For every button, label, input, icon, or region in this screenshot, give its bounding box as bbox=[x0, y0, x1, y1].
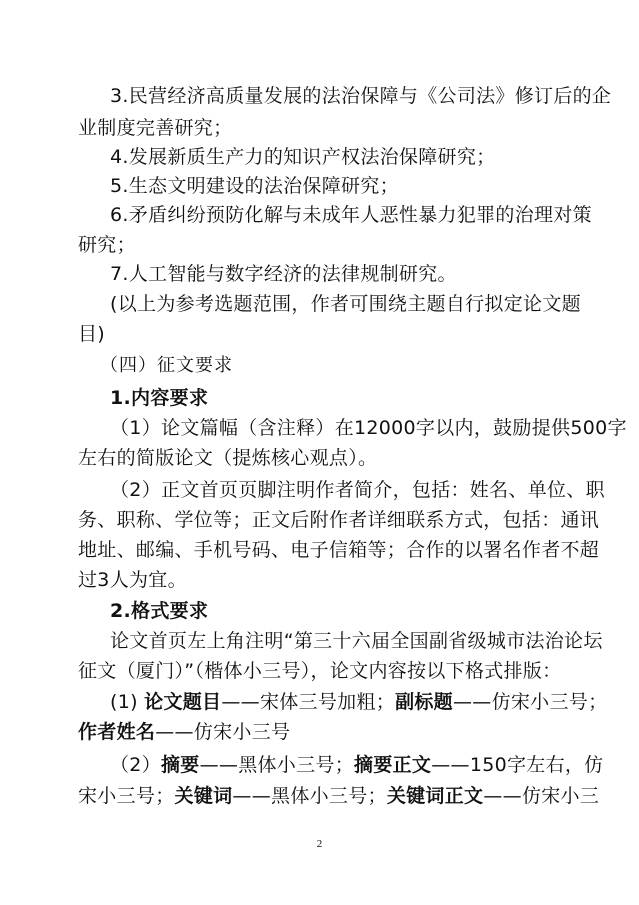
format-desc-subtitle: ——仿宋小三号； bbox=[452, 691, 608, 713]
content-req-1-line-2: 左右的简版论文（提炼核心观点）。 bbox=[78, 447, 378, 469]
format-term-keywords: 关键词 bbox=[174, 785, 233, 807]
format-item-1-number: (1) bbox=[110, 691, 145, 713]
content-req-2-line-1: （2）正文首页页脚注明作者简介，包括：姓名、单位、职 bbox=[110, 479, 605, 501]
format-desc-paper-title: ——宋体三号加粗； bbox=[221, 691, 396, 713]
content-req-2-line-2: 务、职称、学位等；正文后附作者详细联系方式，包括：通讯 bbox=[78, 509, 600, 531]
subheading-format-requirements: 2.格式要求 bbox=[110, 600, 209, 622]
format-desc-abstract-body: ——150字左右，仿 bbox=[431, 754, 604, 776]
content-req-1-line-1: （1）论文篇幅（含注释）在12000字以内，鼓励提供500字 bbox=[110, 417, 627, 439]
format-desc-keywords-body: ——仿宋小三 bbox=[483, 785, 600, 807]
format-intro-line-2: 征文（厦门）”（楷体小三号），论文内容按以下格式排版： bbox=[78, 660, 562, 682]
format-item-2-number: （2） bbox=[110, 754, 161, 776]
content-req-2-line-4: 过3人为宜。 bbox=[78, 569, 187, 591]
topic-item-3-line-2: 业制度完善研究； bbox=[78, 117, 233, 139]
page-number: 2 bbox=[316, 838, 323, 850]
format-desc-keywords: ——黑体小三号； bbox=[232, 785, 387, 807]
topic-item-6-line-1: 6.矛盾纠纷预防化解与未成年人恶性暴力犯罪的治理对策 bbox=[110, 204, 592, 226]
format-term-subtitle: 副标题 bbox=[395, 691, 453, 713]
format-item-2-line-2 bbox=[78, 780, 600, 812]
format-intro-line-1: 论文首页左上角注明“第三十六届全国副省级城市法治论坛 bbox=[110, 630, 603, 652]
topic-item-6-line-2: 研究； bbox=[78, 234, 136, 256]
topic-note-line-1: (以上为参考选题范围，作者可围绕主题自行拟定论文题 bbox=[110, 293, 581, 315]
format-desc-author-name: ——仿宋小三号 bbox=[155, 721, 291, 743]
format-desc-abstract: ——黑体小三号； bbox=[199, 754, 355, 776]
format-term-keywords-body: 关键词正文 bbox=[386, 785, 484, 807]
format-item-2-line-1 bbox=[110, 749, 604, 781]
topic-note-line-2: 目) bbox=[78, 323, 106, 345]
topic-item-5: 5.生态文明建设的法治保障研究； bbox=[110, 175, 399, 197]
content-req-2-line-3: 地址、邮编、手机号码、电子信箱等；合作的以署名作者不超 bbox=[78, 539, 600, 561]
format-term-author-name: 作者姓名 bbox=[78, 721, 156, 743]
format-term-paper-title: 论文题目 bbox=[144, 691, 222, 713]
section-heading-requirements: （四）征文要求 bbox=[100, 355, 233, 376]
subheading-content-requirements: 1.内容要求 bbox=[110, 387, 209, 409]
format-desc-continued: 宋小三号； bbox=[78, 785, 175, 807]
topic-item-3-line-1: 3.民营经济高质量发展的法治保障与《公司法》修订后的企 bbox=[110, 85, 612, 107]
format-item-1-line-1 bbox=[110, 686, 608, 718]
format-term-abstract-body: 摘要正文 bbox=[354, 754, 432, 776]
format-term-abstract: 摘要 bbox=[161, 754, 200, 776]
format-item-1-line-2 bbox=[78, 716, 558, 748]
topic-item-4: 4.发展新质生产力的知识产权法治保障研究； bbox=[110, 146, 496, 168]
topic-item-7: 7.人工智能与数字经济的法律规制研究。 bbox=[110, 263, 457, 285]
